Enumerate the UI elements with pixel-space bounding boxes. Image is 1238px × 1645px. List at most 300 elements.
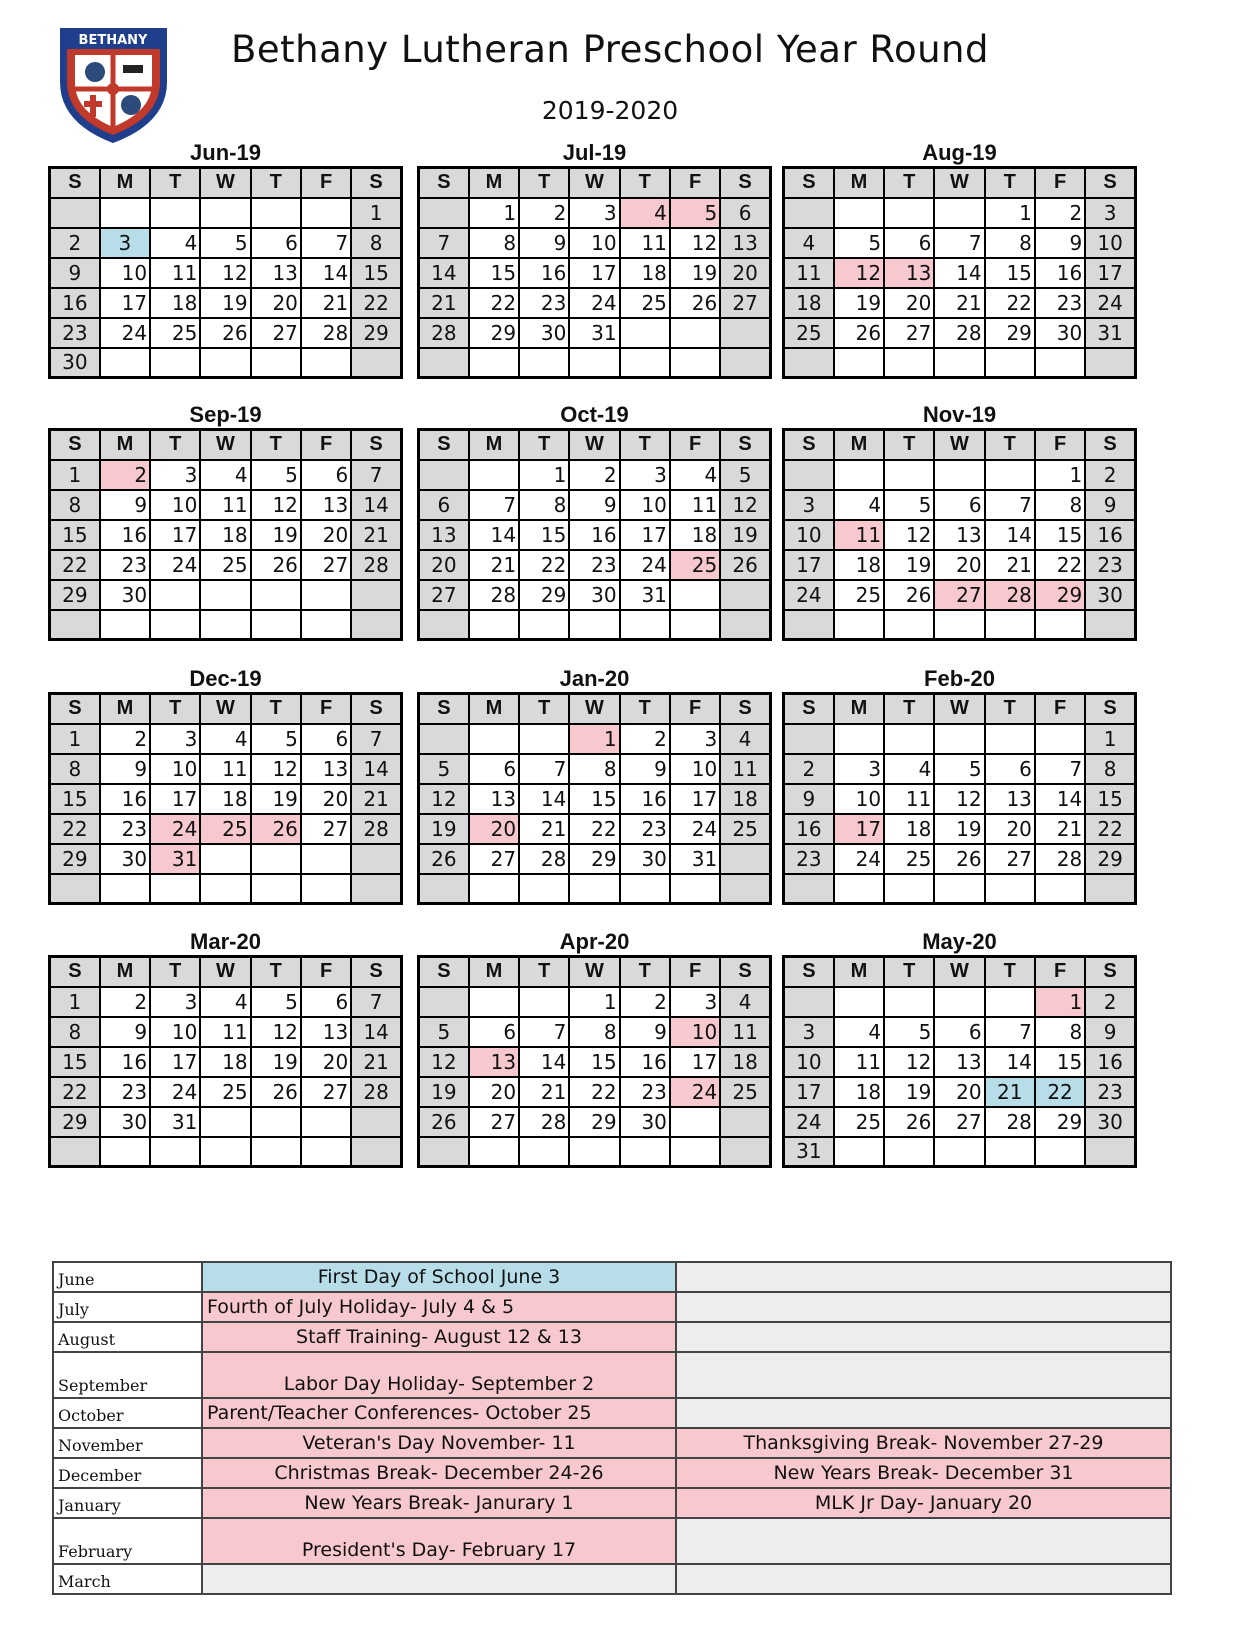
- weekday-header: M: [100, 168, 150, 198]
- day-cell: 30: [1085, 580, 1135, 610]
- empty-cell: [200, 1137, 250, 1167]
- day-cell: 30: [1085, 1107, 1135, 1137]
- empty-cell: [251, 874, 301, 904]
- day-cell: 22: [985, 288, 1035, 318]
- page-title: Bethany Lutheran Preschool Year Round: [231, 28, 989, 71]
- day-cell: 5: [419, 754, 469, 784]
- day-cell: 13: [720, 228, 770, 258]
- day-cell: 14: [934, 258, 984, 288]
- weekday-header: S: [720, 168, 770, 198]
- day-cell: 1: [1035, 460, 1085, 490]
- day-cell: 17: [150, 1047, 200, 1077]
- empty-cell: [50, 874, 100, 904]
- day-cell: 28: [351, 1077, 401, 1107]
- day-cell: 28: [934, 318, 984, 348]
- weekday-header: T: [251, 168, 301, 198]
- empty-cell: [620, 348, 670, 378]
- empty-cell: [251, 610, 301, 640]
- day-cell: 1: [1085, 724, 1135, 754]
- empty-cell: [469, 610, 519, 640]
- day-cell: 4: [784, 228, 834, 258]
- month-calendar: [48, 666, 403, 905]
- day-cell: 22: [519, 550, 569, 580]
- day-cell: 24: [150, 1077, 200, 1107]
- day-cell: 13: [469, 1047, 519, 1077]
- event-primary: Christmas Break- December 24-26: [202, 1458, 676, 1488]
- day-cell: 24: [100, 318, 150, 348]
- day-cell: 8: [469, 228, 519, 258]
- empty-cell: [1085, 874, 1135, 904]
- empty-cell: [620, 610, 670, 640]
- day-cell: 17: [150, 520, 200, 550]
- empty-cell: [519, 724, 569, 754]
- month-title: Oct-19: [560, 402, 629, 427]
- day-cell: 26: [251, 550, 301, 580]
- month-table: [417, 166, 772, 379]
- day-cell: 4: [670, 460, 720, 490]
- day-cell: 24: [1085, 288, 1135, 318]
- day-cell: 21: [519, 1077, 569, 1107]
- day-cell: 5: [251, 460, 301, 490]
- day-cell: 9: [620, 754, 670, 784]
- day-cell: 16: [519, 258, 569, 288]
- weekday-header: F: [301, 430, 351, 460]
- weekday-header: T: [620, 957, 670, 987]
- day-cell: 1: [569, 724, 619, 754]
- weekday-header: F: [1035, 957, 1085, 987]
- day-cell: 19: [419, 1077, 469, 1107]
- day-cell: 1: [50, 987, 100, 1017]
- day-cell: 26: [200, 318, 250, 348]
- weekday-header: T: [150, 168, 200, 198]
- day-cell: 10: [1085, 228, 1135, 258]
- day-cell: 3: [150, 724, 200, 754]
- weekday-header: S: [720, 694, 770, 724]
- empty-cell: [985, 348, 1035, 378]
- day-cell: 1: [519, 460, 569, 490]
- day-cell: 3: [620, 460, 670, 490]
- day-cell: 12: [934, 784, 984, 814]
- empty-cell: [985, 987, 1035, 1017]
- event-row: [53, 1262, 1171, 1292]
- empty-cell: [834, 724, 884, 754]
- day-cell: 17: [784, 1077, 834, 1107]
- day-cell: 27: [884, 318, 934, 348]
- month-table: [417, 955, 772, 1168]
- empty-cell: [1085, 610, 1135, 640]
- day-cell: 27: [985, 844, 1035, 874]
- weekday-header: W: [200, 430, 250, 460]
- day-cell: 4: [884, 754, 934, 784]
- day-cell: 5: [884, 1017, 934, 1047]
- day-cell: 3: [834, 754, 884, 784]
- day-cell: 17: [1085, 258, 1135, 288]
- event-month: September: [53, 1352, 202, 1398]
- weekday-header: F: [301, 957, 351, 987]
- day-cell: 26: [251, 814, 301, 844]
- day-cell: 27: [301, 550, 351, 580]
- day-cell: 31: [670, 844, 720, 874]
- day-cell: 12: [419, 1047, 469, 1077]
- day-cell: 1: [1035, 987, 1085, 1017]
- day-cell: 16: [784, 814, 834, 844]
- empty-cell: [620, 874, 670, 904]
- day-cell: 7: [351, 724, 401, 754]
- day-cell: 21: [934, 288, 984, 318]
- empty-cell: [419, 724, 469, 754]
- weekday-header: M: [469, 430, 519, 460]
- day-cell: 6: [301, 987, 351, 1017]
- day-cell: 3: [100, 228, 150, 258]
- weekday-header: T: [519, 168, 569, 198]
- empty-cell: [469, 724, 519, 754]
- day-cell: 28: [985, 580, 1035, 610]
- day-cell: 19: [720, 520, 770, 550]
- day-cell: 2: [569, 460, 619, 490]
- weekday-header: W: [200, 168, 250, 198]
- day-cell: 2: [1035, 198, 1085, 228]
- day-cell: 29: [1035, 1107, 1085, 1137]
- day-cell: 16: [1035, 258, 1085, 288]
- weekday-header: S: [50, 694, 100, 724]
- day-cell: 9: [519, 228, 569, 258]
- day-cell: 9: [50, 258, 100, 288]
- event-primary: Labor Day Holiday- September 2: [202, 1352, 676, 1398]
- day-cell: 31: [150, 844, 200, 874]
- weekday-header: S: [50, 957, 100, 987]
- day-cell: 12: [251, 754, 301, 784]
- day-cell: 29: [569, 1107, 619, 1137]
- empty-cell: [784, 610, 834, 640]
- day-cell: 16: [100, 520, 150, 550]
- day-cell: 13: [301, 754, 351, 784]
- day-cell: 13: [301, 490, 351, 520]
- day-cell: 2: [100, 724, 150, 754]
- event-primary: Veteran's Day November- 11: [202, 1428, 676, 1458]
- event-secondary: [676, 1322, 1171, 1352]
- day-cell: 11: [720, 1017, 770, 1047]
- day-cell: 20: [301, 784, 351, 814]
- day-cell: 12: [251, 1017, 301, 1047]
- day-cell: 17: [670, 784, 720, 814]
- weekday-header: F: [301, 694, 351, 724]
- day-cell: 13: [934, 1047, 984, 1077]
- day-cell: 18: [150, 288, 200, 318]
- day-cell: 14: [301, 258, 351, 288]
- day-cell: 2: [100, 460, 150, 490]
- weekday-header: M: [834, 957, 884, 987]
- day-cell: 15: [469, 258, 519, 288]
- logo-text: BETHANY: [78, 33, 148, 48]
- day-cell: 5: [251, 724, 301, 754]
- school-year: 2019-2020: [541, 96, 679, 125]
- day-cell: 3: [569, 198, 619, 228]
- day-cell: 29: [50, 1107, 100, 1137]
- weekday-header: S: [720, 957, 770, 987]
- weekday-header: T: [620, 168, 670, 198]
- day-cell: 18: [200, 784, 250, 814]
- empty-cell: [200, 844, 250, 874]
- day-cell: 16: [569, 520, 619, 550]
- event-secondary: MLK Jr Day- January 20: [676, 1488, 1171, 1518]
- day-cell: 10: [150, 1017, 200, 1047]
- day-cell: 22: [569, 814, 619, 844]
- day-cell: 13: [884, 258, 934, 288]
- empty-cell: [351, 874, 401, 904]
- event-secondary: [676, 1262, 1171, 1292]
- weekday-header: T: [150, 957, 200, 987]
- empty-cell: [720, 318, 770, 348]
- day-cell: 19: [934, 814, 984, 844]
- weekday-header: T: [620, 694, 670, 724]
- day-cell: 2: [519, 198, 569, 228]
- day-cell: 5: [934, 754, 984, 784]
- day-cell: 24: [834, 844, 884, 874]
- weekday-header: T: [251, 957, 301, 987]
- day-cell: 5: [670, 198, 720, 228]
- empty-cell: [934, 610, 984, 640]
- empty-cell: [419, 987, 469, 1017]
- day-cell: 2: [620, 987, 670, 1017]
- day-cell: 27: [469, 1107, 519, 1137]
- day-cell: 26: [884, 580, 934, 610]
- day-cell: 28: [419, 318, 469, 348]
- day-cell: 13: [419, 520, 469, 550]
- day-cell: 10: [784, 1047, 834, 1077]
- empty-cell: [784, 348, 834, 378]
- month-calendar: [48, 402, 403, 641]
- weekday-header: W: [200, 694, 250, 724]
- weekday-header: T: [884, 957, 934, 987]
- weekday-header: M: [834, 168, 884, 198]
- month-title: Mar-20: [190, 929, 261, 954]
- day-cell: 25: [200, 1077, 250, 1107]
- day-cell: 23: [1035, 288, 1085, 318]
- day-cell: 7: [301, 228, 351, 258]
- day-cell: 8: [1035, 490, 1085, 520]
- empty-cell: [200, 874, 250, 904]
- day-cell: 10: [100, 258, 150, 288]
- empty-cell: [150, 610, 200, 640]
- weekday-header: M: [469, 957, 519, 987]
- day-cell: 3: [784, 1017, 834, 1047]
- event-secondary: Thanksgiving Break- November 27-29: [676, 1428, 1171, 1458]
- day-cell: 28: [469, 580, 519, 610]
- empty-cell: [301, 198, 351, 228]
- empty-cell: [670, 1137, 720, 1167]
- event-secondary: [676, 1398, 1171, 1428]
- empty-cell: [351, 610, 401, 640]
- weekday-header: W: [934, 694, 984, 724]
- day-cell: 31: [569, 318, 619, 348]
- empty-cell: [985, 874, 1035, 904]
- empty-cell: [784, 874, 834, 904]
- weekday-header: S: [784, 430, 834, 460]
- event-month: August: [53, 1322, 202, 1352]
- day-cell: 4: [834, 1017, 884, 1047]
- weekday-header: S: [784, 168, 834, 198]
- empty-cell: [569, 874, 619, 904]
- empty-cell: [884, 198, 934, 228]
- day-cell: 21: [351, 784, 401, 814]
- event-month: October: [53, 1398, 202, 1428]
- day-cell: 5: [834, 228, 884, 258]
- day-cell: 14: [519, 1047, 569, 1077]
- month-calendar: [48, 929, 403, 1168]
- day-cell: 14: [351, 1017, 401, 1047]
- weekday-header: M: [834, 430, 884, 460]
- day-cell: 25: [834, 1107, 884, 1137]
- day-cell: 19: [251, 784, 301, 814]
- empty-cell: [934, 198, 984, 228]
- day-cell: 11: [200, 1017, 250, 1047]
- weekday-header: S: [419, 957, 469, 987]
- day-cell: 20: [934, 550, 984, 580]
- day-cell: 26: [419, 844, 469, 874]
- empty-cell: [1085, 1137, 1135, 1167]
- empty-cell: [720, 580, 770, 610]
- day-cell: 28: [519, 844, 569, 874]
- event-primary: [202, 1564, 676, 1594]
- day-cell: 23: [1085, 1077, 1135, 1107]
- event-month: January: [53, 1488, 202, 1518]
- empty-cell: [934, 460, 984, 490]
- empty-cell: [720, 348, 770, 378]
- day-cell: 20: [934, 1077, 984, 1107]
- day-cell: 18: [720, 1047, 770, 1077]
- day-cell: 31: [620, 580, 670, 610]
- day-cell: 23: [100, 1077, 150, 1107]
- weekday-header: W: [569, 957, 619, 987]
- weekday-header: T: [251, 694, 301, 724]
- empty-cell: [251, 844, 301, 874]
- day-cell: 31: [150, 1107, 200, 1137]
- month-calendar: [782, 402, 1137, 641]
- empty-cell: [351, 348, 401, 378]
- empty-cell: [100, 348, 150, 378]
- day-cell: 5: [419, 1017, 469, 1047]
- day-cell: 7: [934, 228, 984, 258]
- day-cell: 9: [100, 754, 150, 784]
- empty-cell: [569, 348, 619, 378]
- weekday-header: T: [519, 957, 569, 987]
- day-cell: 25: [670, 550, 720, 580]
- day-cell: 16: [1085, 520, 1135, 550]
- empty-cell: [251, 1137, 301, 1167]
- day-cell: 6: [884, 228, 934, 258]
- day-cell: 8: [985, 228, 1035, 258]
- day-cell: 27: [934, 580, 984, 610]
- day-cell: 5: [720, 460, 770, 490]
- day-cell: 19: [419, 814, 469, 844]
- day-cell: 11: [670, 490, 720, 520]
- day-cell: 10: [150, 754, 200, 784]
- day-cell: 26: [720, 550, 770, 580]
- day-cell: 6: [469, 754, 519, 784]
- day-cell: 18: [620, 258, 670, 288]
- empty-cell: [670, 1107, 720, 1137]
- empty-cell: [100, 610, 150, 640]
- month-title: Jan-20: [559, 666, 630, 691]
- day-cell: 21: [469, 550, 519, 580]
- empty-cell: [469, 348, 519, 378]
- empty-cell: [419, 460, 469, 490]
- day-cell: 8: [1085, 754, 1135, 784]
- day-cell: 30: [569, 580, 619, 610]
- empty-cell: [50, 1137, 100, 1167]
- day-cell: 20: [301, 520, 351, 550]
- day-cell: 6: [469, 1017, 519, 1047]
- day-cell: 24: [150, 550, 200, 580]
- day-cell: 31: [1085, 318, 1135, 348]
- month-table: [48, 692, 403, 905]
- day-cell: 29: [50, 844, 100, 874]
- day-cell: 7: [419, 228, 469, 258]
- day-cell: 21: [985, 550, 1035, 580]
- empty-cell: [251, 1107, 301, 1137]
- empty-cell: [150, 1137, 200, 1167]
- day-cell: 10: [670, 1017, 720, 1047]
- day-cell: 12: [200, 258, 250, 288]
- empty-cell: [1035, 610, 1085, 640]
- day-cell: 17: [784, 550, 834, 580]
- day-cell: 28: [1035, 844, 1085, 874]
- event-month: December: [53, 1458, 202, 1488]
- day-cell: 18: [670, 520, 720, 550]
- day-cell: 15: [50, 1047, 100, 1077]
- day-cell: 24: [784, 580, 834, 610]
- day-cell: 24: [150, 814, 200, 844]
- empty-cell: [150, 580, 200, 610]
- day-cell: 20: [419, 550, 469, 580]
- day-cell: 7: [985, 1017, 1035, 1047]
- weekday-header: F: [670, 957, 720, 987]
- day-cell: 9: [1085, 490, 1135, 520]
- day-cell: 14: [419, 258, 469, 288]
- day-cell: 27: [419, 580, 469, 610]
- empty-cell: [301, 348, 351, 378]
- empty-cell: [100, 874, 150, 904]
- day-cell: 9: [569, 490, 619, 520]
- day-cell: 6: [934, 490, 984, 520]
- day-cell: 2: [1085, 460, 1135, 490]
- day-cell: 27: [934, 1107, 984, 1137]
- weekday-header: S: [351, 957, 401, 987]
- weekday-header: S: [1085, 694, 1135, 724]
- day-cell: 22: [50, 814, 100, 844]
- weekday-header: M: [469, 694, 519, 724]
- day-cell: 30: [100, 580, 150, 610]
- day-cell: 26: [419, 1107, 469, 1137]
- empty-cell: [884, 1137, 934, 1167]
- empty-cell: [351, 1137, 401, 1167]
- day-cell: 2: [620, 724, 670, 754]
- day-cell: 15: [50, 784, 100, 814]
- day-cell: 18: [200, 520, 250, 550]
- event-secondary: [676, 1518, 1171, 1564]
- empty-cell: [301, 874, 351, 904]
- empty-cell: [720, 1137, 770, 1167]
- day-cell: 25: [720, 1077, 770, 1107]
- empty-cell: [519, 1137, 569, 1167]
- weekday-header: M: [100, 694, 150, 724]
- bethany-logo: [57, 27, 170, 144]
- weekday-header: F: [670, 694, 720, 724]
- day-cell: 8: [50, 1017, 100, 1047]
- weekday-header: T: [884, 694, 934, 724]
- empty-cell: [150, 348, 200, 378]
- weekday-header: W: [934, 168, 984, 198]
